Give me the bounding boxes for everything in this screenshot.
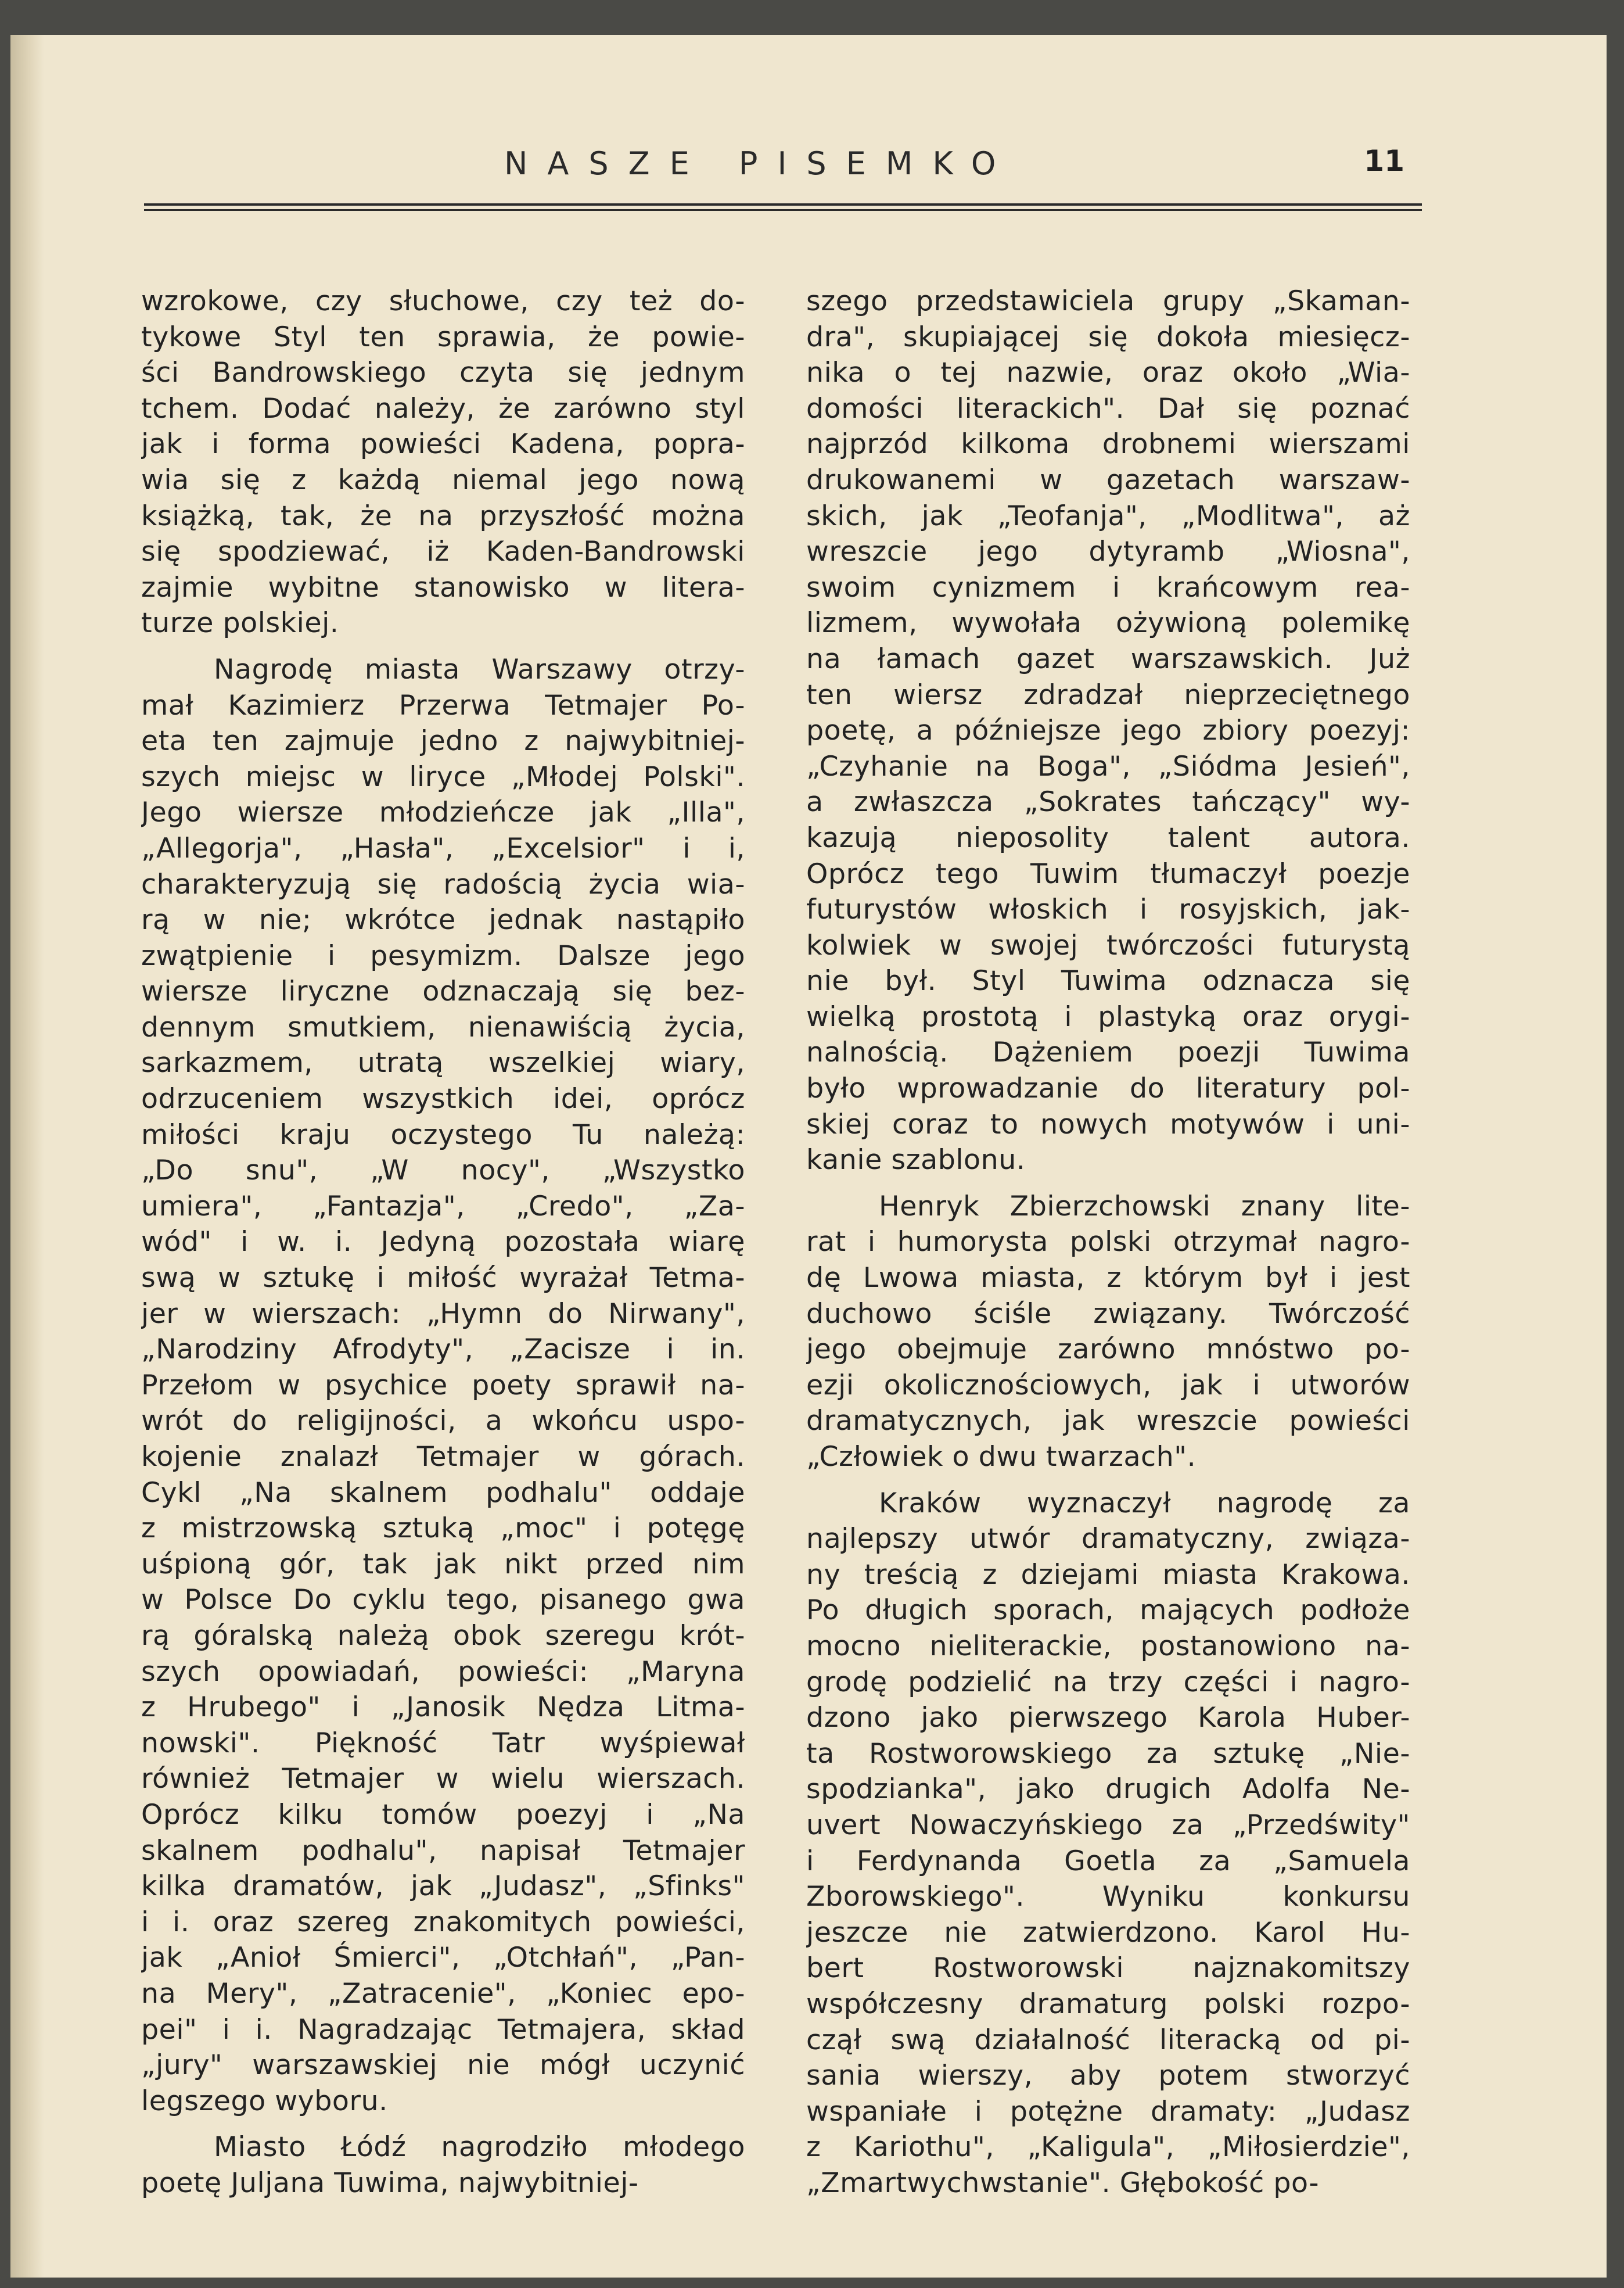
text-line: a zwłaszcza „Sokrates tańczący" wy-	[806, 786, 1410, 819]
text-line: dę Lwowa miasta, z którym był i jest	[806, 1262, 1410, 1294]
text-line: „Człowiek o dwu twarzach".	[806, 1441, 1197, 1473]
text-line: wód" i w. i. Jedyną pozostała wiarę	[141, 1226, 745, 1258]
text-line: zwątpienie i pesymizm. Dalsze jego	[141, 939, 745, 972]
text-line: ten wiersz zdradzał nieprzeciętnego	[806, 679, 1410, 711]
text-line: poetę Juljana Tuwima, najwybitniej-	[141, 2167, 639, 2199]
text-line: było wprowadzanie do literatury pol-	[806, 1073, 1410, 1105]
text-line: Oprócz kilku tomów poezyj i „Na	[141, 1798, 745, 1831]
paragraph	[806, 284, 1410, 1178]
text-line: grodę podzielić na trzy części i nagro-	[806, 1666, 1410, 1698]
text-column-left	[141, 284, 745, 2201]
header-rule-second	[144, 209, 1422, 211]
running-header	[144, 145, 1422, 215]
paragraph	[141, 284, 745, 641]
text-line: „Zmartwychwstanie". Głębokość po-	[806, 2167, 1320, 2199]
text-line: ny treścią z dziejami miasta Krakowa.	[806, 1558, 1410, 1591]
text-line: turze polskiej.	[141, 607, 339, 640]
text-line: mał Kazimierz Przerwa Tetmajer Po-	[141, 689, 745, 722]
text-line: jego obejmuje zarówno mnóstwo po-	[806, 1333, 1410, 1366]
text-line: kilka dramatów, jak „Judasz", „Sfinks"	[141, 1870, 745, 1903]
text-line: spodzianka", jako drugich Adolfa Ne-	[806, 1773, 1410, 1806]
text-line: Cykl „Na skalnem podhalu" oddaje	[141, 1476, 745, 1509]
text-line: skalnem podhalu", napisał Tetmajer	[141, 1834, 745, 1867]
text-line: wspaniałe i potężne dramaty: „Judasz	[806, 2095, 1410, 2128]
text-line: „jury" warszawskiej nie mógł uczynić	[141, 2049, 745, 2082]
running-title: NASZE PISEMKO	[504, 145, 1016, 182]
text-line: kolwiek w swojej twórczości futurystą	[806, 929, 1410, 962]
text-line: na Mery", „Zatracenie", „Koniec epo-	[141, 1977, 745, 2010]
text-line: miłości kraju oczystego Tu należą:	[141, 1118, 745, 1151]
text-line: lizmem, wywołała ożywioną polemikę	[806, 607, 1410, 640]
text-line: Po długich sporach, mających podłoże	[806, 1594, 1410, 1627]
text-line: również Tetmajer w wielu wierszach.	[141, 1763, 745, 1795]
text-line: jeszcze nie zatwierdzono. Karol Hu-	[806, 1916, 1410, 1949]
text-line: z Kariothu", „Kaligula", „Miłosierdzie",	[806, 2131, 1410, 2164]
text-line: swą w sztukę i miłość wyrażał Tetma-	[141, 1262, 745, 1294]
text-line: rą góralską należą obok szeregu krót-	[141, 1619, 745, 1652]
text-line: jer w wierszach: „Hymn do Nirwany",	[141, 1297, 745, 1330]
text-line: wia się z każdą niemal jego nową	[141, 464, 745, 496]
text-line: czął swą działalność literacką od pi-	[806, 2024, 1410, 2056]
text-line: dramatycznych, jak wreszcie powieści	[806, 1405, 1410, 1437]
text-line: Oprócz tego Tuwim tłumaczył poezje	[806, 858, 1410, 890]
text-line: nowski". Piękność Tatr wyśpiewał	[141, 1727, 745, 1759]
paragraph	[141, 2129, 745, 2201]
text-line: nie był. Styl Tuwima odznacza się	[806, 965, 1410, 998]
text-line: Miasto Łódź nagrodziło młodego	[214, 2131, 745, 2164]
text-line: uvert Nowaczyńskiego za „Przedświty"	[806, 1809, 1410, 1841]
text-line: „Czyhanie na Boga", „Siódma Jesień",	[806, 750, 1410, 783]
text-line: eta ten zajmuje jedno z najwybitniej-	[141, 725, 745, 758]
text-line: kojenie znalazł Tetmajer w górach.	[141, 1441, 745, 1473]
text-line: ezji okolicznościowych, jak i utworów	[806, 1369, 1410, 1401]
text-line: ta Rostworowskiego za sztukę „Nie-	[806, 1737, 1410, 1770]
paragraph	[806, 1189, 1410, 1475]
text-line: mocno nieliterackie, postanowiono na-	[806, 1630, 1410, 1662]
text-line: duchowo ściśle związany. Twórczość	[806, 1297, 1410, 1330]
text-line: z mistrzowską sztuką „moc" i potęgę	[141, 1512, 745, 1545]
text-line: i Ferdynanda Goetla za „Samuela	[806, 1845, 1410, 1877]
text-line: rat i humorysta polski otrzymał nagro-	[806, 1226, 1410, 1258]
text-line: nalnością. Dążeniem poezji Tuwima	[806, 1037, 1410, 1069]
text-line: Przełom w psychice poety sprawił na-	[141, 1369, 745, 1401]
text-line: szych miejsc w liryce „Młodej Polski".	[141, 761, 745, 793]
text-line: wrót do religijności, a wkońcu uspo-	[141, 1405, 745, 1437]
text-line: jak i forma powieści Kadena, popra-	[141, 428, 745, 461]
text-line: drukowanemi w gazetach warszaw-	[806, 464, 1410, 496]
text-line: „Allegorja", „Hasła", „Excelsior" i i,	[141, 832, 745, 865]
text-line: szego przedstawiciela grupy „Skaman-	[806, 285, 1410, 317]
text-line: sania wierszy, aby potem stworzyć	[806, 2060, 1410, 2092]
text-line: Zborowskiego". Wyniku konkursu	[806, 1881, 1410, 1913]
paragraph-gap	[806, 1475, 1410, 1486]
text-line: rą w nie; wkrótce jednak nastąpiło	[141, 904, 745, 937]
text-line: futurystów włoskich i rosyjskich, jak-	[806, 894, 1410, 926]
header-rule	[144, 203, 1422, 206]
text-line: „Narodziny Afrodyty", „Zacisze i in.	[141, 1333, 745, 1366]
text-line: jak „Anioł Śmierci", „Otchłań", „Pan-	[141, 1942, 745, 1974]
text-line: najlepszy utwór dramatyczny, związa-	[806, 1523, 1410, 1555]
text-line: swoim cynizmem i krańcowym rea-	[806, 571, 1410, 604]
text-line: bert Rostworowski najznakomitszy	[806, 1952, 1410, 1985]
text-line: w Polsce Do cyklu tego, pisanego gwa	[141, 1584, 745, 1616]
text-line: wiersze liryczne odznaczają się bez-	[141, 976, 745, 1008]
page-spine-shadow	[10, 35, 44, 2278]
text-line: ści Bandrowskiego czyta się jednym	[141, 357, 745, 389]
text-line: „Do snu", „W nocy", „Wszystko	[141, 1154, 745, 1187]
text-line: zajmie wybitne stanowisko w litera-	[141, 571, 745, 604]
text-line: kazują nieposolity talent autora.	[806, 822, 1410, 854]
text-line: wielką prostotą i plastyką oraz orygi-	[806, 1000, 1410, 1033]
text-line: z Hrubego" i „Janosik Nędza Litma-	[141, 1691, 745, 1724]
text-line: Nagrodę miasta Warszawy otrzy-	[214, 653, 745, 686]
text-line: współczesny dramaturg polski rozpo-	[806, 1988, 1410, 2020]
text-line: wzrokowe, czy słuchowe, czy też do-	[141, 285, 745, 317]
magazine-page	[10, 35, 1607, 2278]
text-line: najprzód kilkoma drobnemi wierszami	[806, 428, 1410, 461]
text-line: tchem. Dodać należy, że zarówno styl	[141, 392, 745, 425]
text-line: tykowe Styl ten sprawia, że powie-	[141, 321, 745, 353]
text-line: Kraków wyznaczył nagrodę za	[879, 1487, 1410, 1519]
text-line: dra", skupiającej się dokoła miesięcz-	[806, 321, 1410, 353]
text-line: i i. oraz szereg znakomitych powieści,	[141, 1906, 745, 1938]
text-line: na łamach gazet warszawskich. Już	[806, 643, 1410, 675]
text-line: Henryk Zbierzchowski znany lite-	[879, 1190, 1410, 1222]
text-line: się spodziewać, iż Kaden-Bandrowski	[141, 536, 745, 568]
text-line: dzono jako pierwszego Karola Huber-	[806, 1702, 1410, 1734]
paragraph-gap	[806, 1178, 1410, 1189]
text-line: uśpioną gór, tak jak nikt przed nim	[141, 1548, 745, 1580]
text-line: wreszcie jego dytyramb „Wiosna",	[806, 536, 1410, 568]
paragraph-gap	[141, 641, 745, 652]
text-line: odrzuceniem wszystkich idei, oprócz	[141, 1083, 745, 1116]
paragraph-gap	[141, 2119, 745, 2129]
text-line: dennym smutkiem, nienawiścią życia,	[141, 1011, 745, 1043]
text-line: książką, tak, że na przyszłość można	[141, 500, 745, 532]
text-line: charakteryzują się radością życia wia-	[141, 868, 745, 901]
page-number: 11	[1364, 144, 1404, 178]
text-line: skiej coraz to nowych motywów i uni-	[806, 1108, 1410, 1141]
text-line: domości literackich". Dał się poznać	[806, 392, 1410, 425]
text-line: nika o tej nazwie, oraz około „Wia-	[806, 357, 1410, 389]
text-line: legszego wyboru.	[141, 2085, 388, 2117]
text-line: poetę, a późniejsze jego zbiory poezyj:	[806, 715, 1410, 747]
text-line: umiera", „Fantazja", „Credo", „Za-	[141, 1190, 745, 1222]
text-line: Jego wiersze młodzieńcze jak „Illa",	[141, 797, 745, 829]
paragraph	[141, 652, 745, 2119]
text-line: pei" i i. Nagradzając Tetmajera, skład	[141, 2013, 745, 2046]
paragraph	[806, 1486, 1410, 2201]
text-line: skich, jak „Teofanja", „Modlitwa", aż	[806, 500, 1410, 532]
text-line: szych opowiadań, powieści: „Maryna	[141, 1655, 745, 1688]
text-line: sarkazmem, utratą wszelkiej wiary,	[141, 1047, 745, 1080]
text-column-right	[806, 284, 1410, 2201]
text-line: kanie szablonu.	[806, 1144, 1026, 1177]
